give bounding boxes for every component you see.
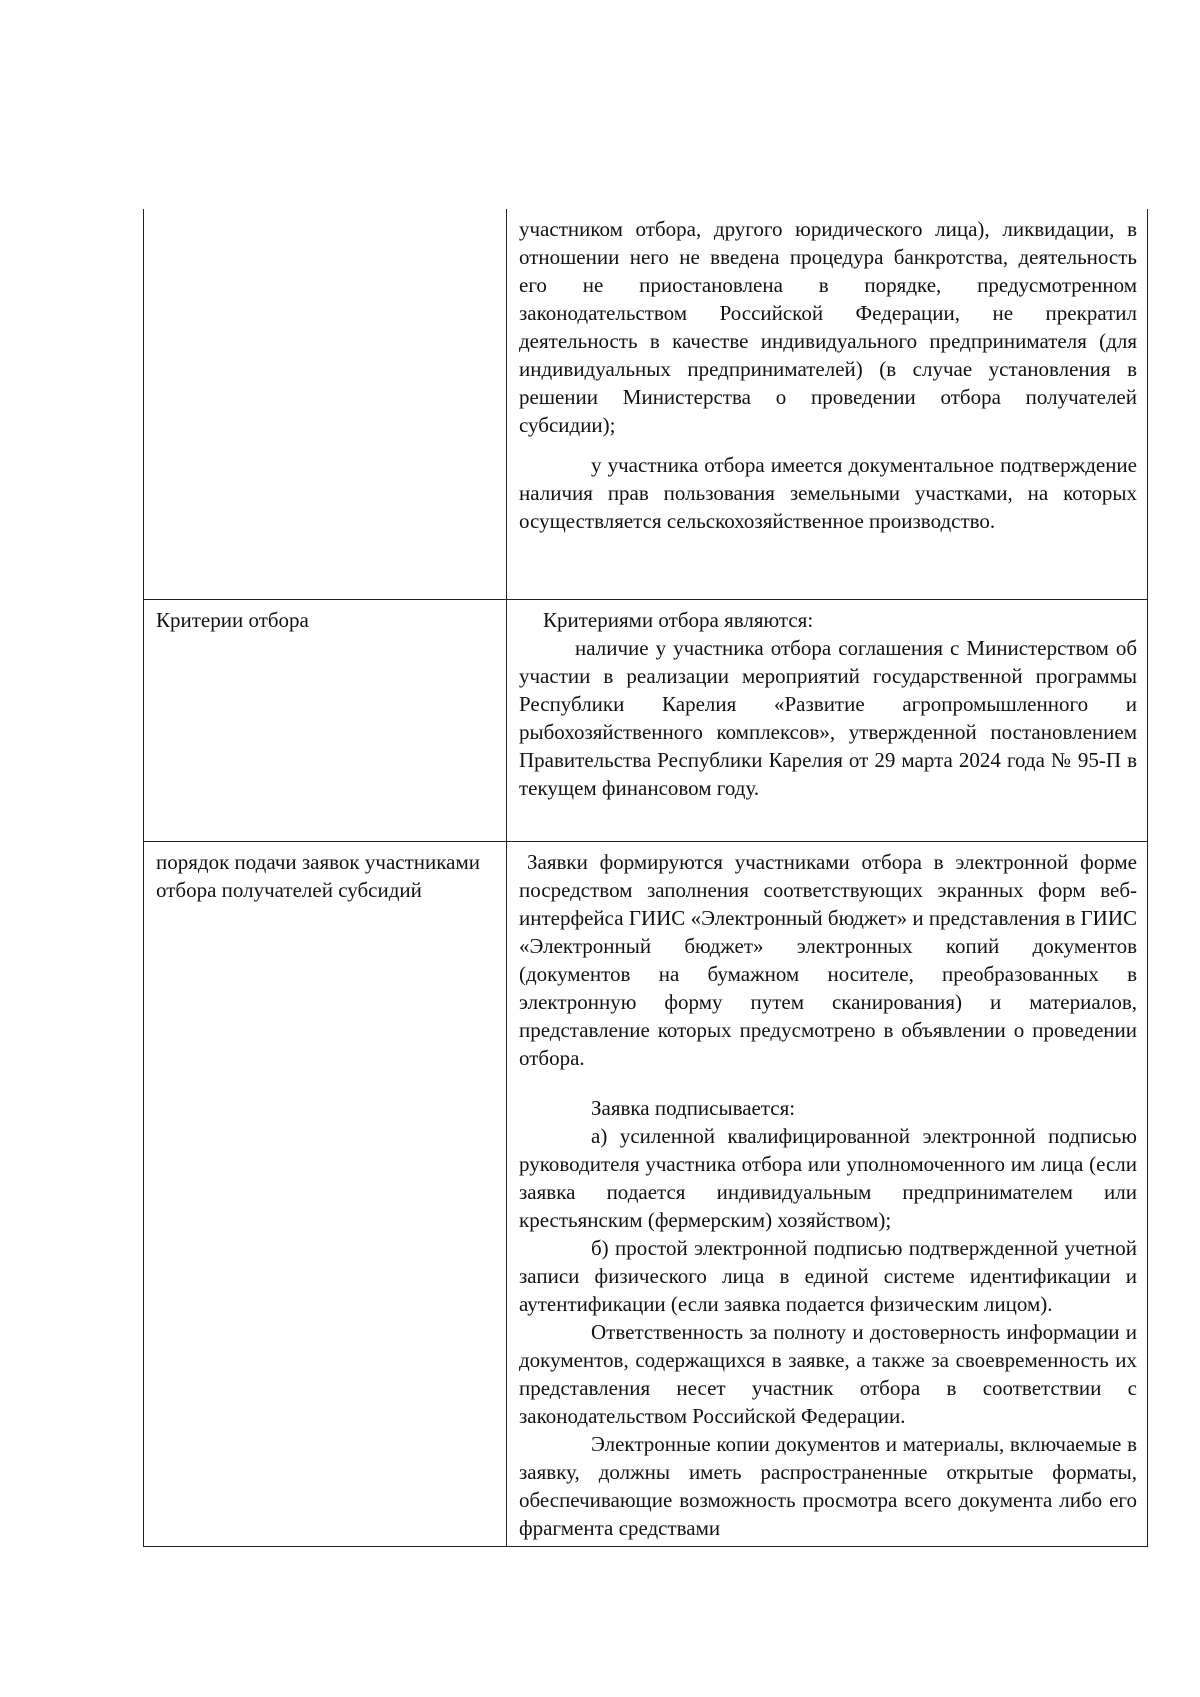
paragraph: Заявки формируются участниками отбора в электронной форме посредством заполнения соответствующих экранных форм веб-интерфейса ГИИС «Электронный бюджет» и представления в ГИИС «Электронный бюджет» электронных копий документов (документов на бумажном носителе, преобразованных в электронную форму путем сканирования) и материалов, представление которых предусмотрено в объявлении о проведении отбора. bbox=[519, 850, 1137, 1070]
paragraph: наличие у участника отбора соглашения с Министерством об участии в реализации мероприятий государственной программы Республики Карелия «Развитие агропромышленного и рыбохозяйственного комплексов», утвержденной постановлением Правительства Республики Карелия от 29 марта 2024 года № 95-П в текущем финансовом году. bbox=[519, 636, 1137, 800]
paragraph: Заявка подписывается: bbox=[591, 1096, 796, 1120]
paragraph: Электронные копии документов и материалы, включаемые в заявку, должны иметь распространенные открытые форматы, обеспечивающие возможность просмотра всего документа либо его фрагмента средствами bbox=[519, 1432, 1137, 1540]
table-row bbox=[144, 599, 1147, 841]
paragraph: б) простой электронной подписью подтвержденной учетной записи физического лица в единой системе идентификации и аутентификации (если заявка подается физическим лицом). bbox=[519, 1236, 1137, 1316]
row-label bbox=[144, 209, 507, 599]
row-label: Критерии отбора bbox=[144, 600, 507, 841]
row-content bbox=[507, 600, 1147, 841]
table-row bbox=[144, 209, 1147, 599]
paragraph: а) усиленной квалифицированной электронной подписью руководителя участника отбора или уполномоченного им лица (если заявка подается индивидуальным предпринимателем или крестьянским (фермерским) хозяйством); bbox=[519, 1124, 1137, 1232]
row-content bbox=[507, 209, 1147, 599]
table-row bbox=[144, 841, 1147, 1546]
row-content bbox=[507, 842, 1147, 1546]
paragraph: у участника отбора имеется документальное подтверждение наличия прав пользования земельными участками, на которых осуществляется сельскохозяйственное производство. bbox=[519, 453, 1137, 533]
paragraph: участником отбора, другого юридического лица), ликвидации, в отношении него не введена процедура банкротства, деятельность его не приостановлена в порядке, предусмотренном законодательством Российской Федерации, не прекратил деятельность в качестве индивидуального предпринимателя (для индивидуальных предпринимателей) (в случае установления в решении Министерства о проведении отбора получателей субсидии); bbox=[519, 217, 1137, 437]
row-label: порядок подачи заявок участниками отбора получателей субсидий bbox=[144, 842, 507, 1546]
paragraph: Ответственность за полноту и достоверность информации и документов, содержащихся в заявке, а также за своевременность их представления несет участник отбора в соответствии с законодательством Российской Федерации. bbox=[519, 1320, 1137, 1428]
paragraph: Критериями отбора являются: bbox=[543, 608, 814, 632]
document-table bbox=[143, 209, 1148, 1547]
